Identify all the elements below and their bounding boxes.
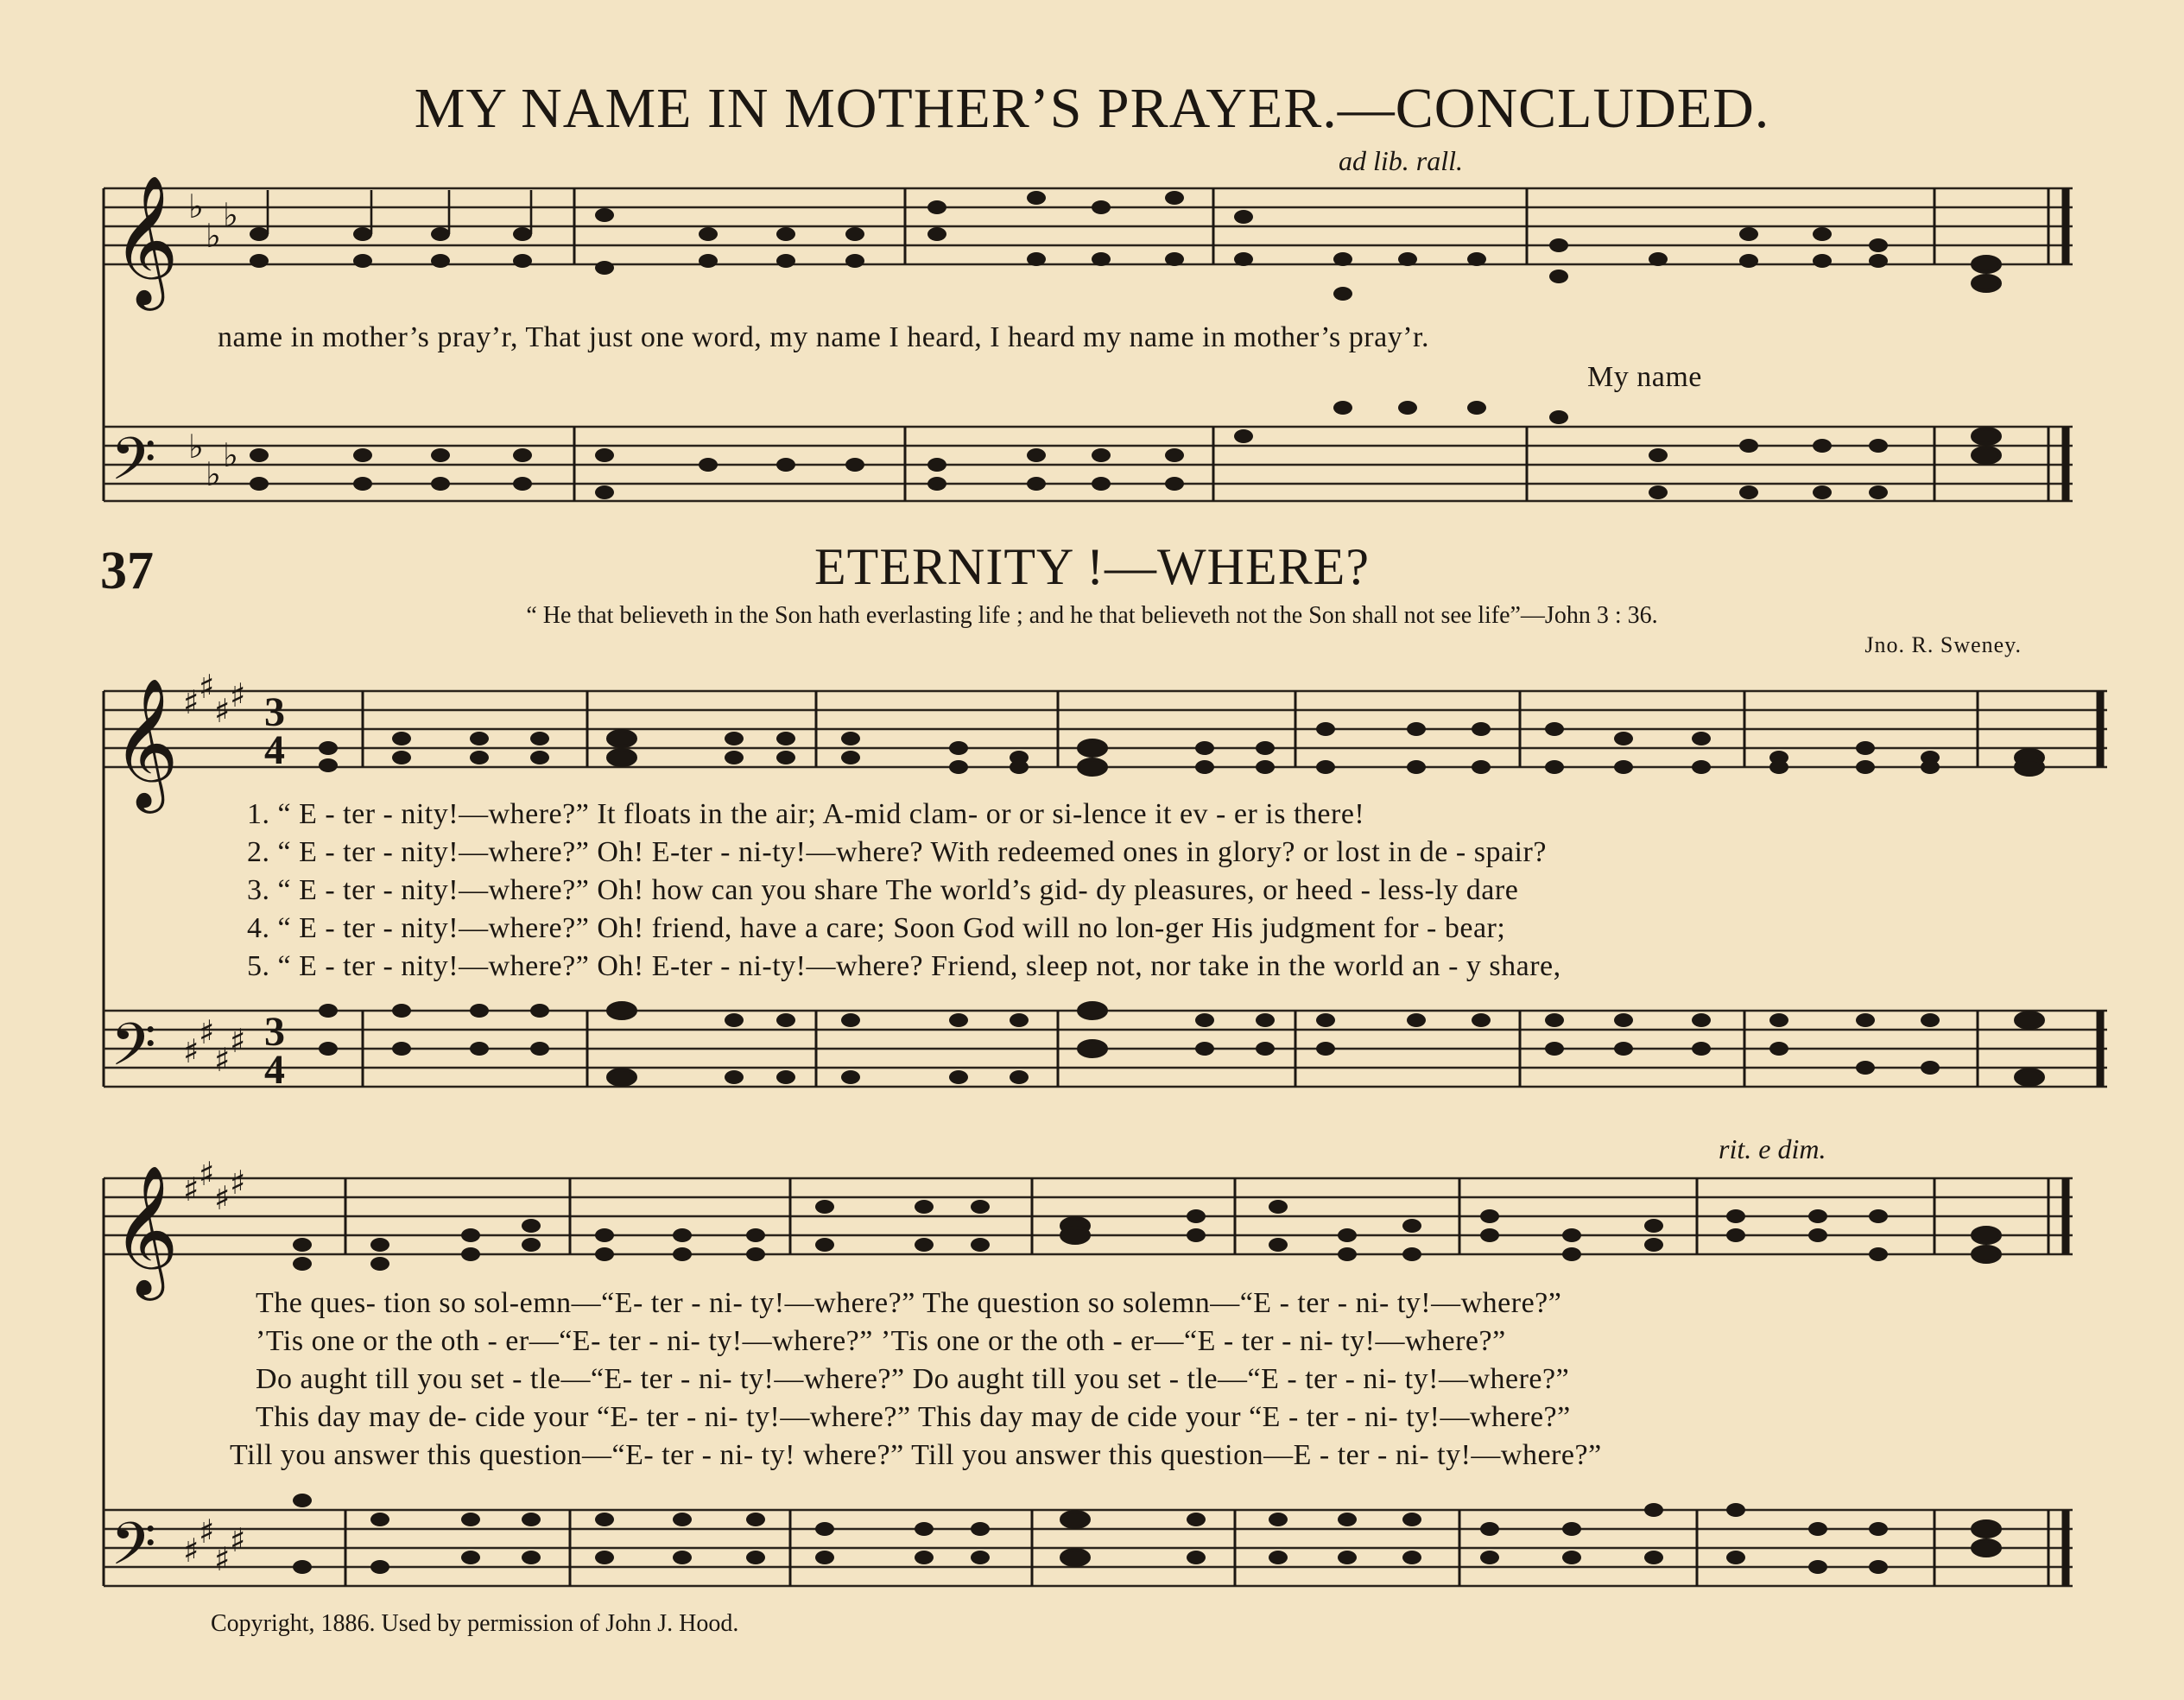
hymn-tempo-mark: rit. e dim. <box>1719 1133 1826 1164</box>
treble-clef-icon: 𝄞 <box>112 676 179 808</box>
prior-hymn-lyric: name in mother’s pray’r, That just one word, my name I heard, I heard my name in mother’s pray’r. <box>218 321 1429 353</box>
bass-notes-2 <box>319 1003 2043 1085</box>
prior-hymn-bass-lyric: My name <box>1587 361 1702 393</box>
composer: Jno. R. Sweney. <box>1864 632 2022 657</box>
flat-icon: ♭ <box>223 196 238 234</box>
treble-clef-icon: 𝄞 <box>112 174 179 305</box>
time-signature-bottom: 4 <box>264 727 285 773</box>
verse-line: The ques- tion so sol-emn—“E- ter - ni- ty!—where?” The question so solemn—“E - ter - ni- ty!—where?” <box>256 1287 1562 1319</box>
sharp-icon: ♯ <box>214 1179 231 1217</box>
sharp-icon: ♯ <box>230 1521 246 1559</box>
sharp-icon: ♯ <box>214 1540 231 1578</box>
copyright-notice: Copyright, 1886. Used by permission of John J. Hood. <box>211 1610 739 1637</box>
time-signature-bottom: 4 <box>264 1047 285 1093</box>
hymn-title: ETERNITY !—WHERE? <box>814 538 1370 595</box>
flat-icon: ♭ <box>206 217 221 255</box>
prior-hymn-tempo-mark: ad lib. rall. <box>1339 145 1464 176</box>
sharp-icon: ♯ <box>183 1170 199 1208</box>
sharp-icon: ♯ <box>199 1513 215 1551</box>
sharp-icon: ♯ <box>230 676 246 714</box>
verse-line: 2. “ E - ter - nity!—where?” Oh! E-ter - ni-ty!—where? With redeemed ones in glory? or lost in de - spair? <box>247 836 1547 868</box>
bass-clef-icon: 𝄢 <box>111 426 156 508</box>
flat-icon: ♭ <box>206 455 221 493</box>
bass-clef-icon: 𝄢 <box>111 1511 156 1593</box>
bass-notes-3 <box>293 1494 2000 1574</box>
verse-line: 5. “ E - ter - nity!—where?” Oh! E-ter - ni-ty!—where? Friend, sleep not, nor take in the world an - y share, <box>247 950 1561 982</box>
sharp-icon: ♯ <box>199 1155 215 1193</box>
prior-hymn-title: MY NAME IN MOTHER’S PRAYER.—CONCLUDED. <box>414 77 1770 140</box>
treble-staff-1 <box>104 188 2073 264</box>
sharp-icon: ♯ <box>214 1041 231 1079</box>
sharp-icon: ♯ <box>199 1013 215 1051</box>
sharp-icon: ♯ <box>183 683 199 721</box>
verse-line: ’Tis one or the oth - er—“E- ter - ni- ty!—where?” ’Tis one or the oth - er—“E - ter - ni- ty!—where?” <box>256 1325 1506 1357</box>
bass-clef-icon: 𝄢 <box>111 1012 156 1094</box>
verse-line: 3. “ E - ter - nity!—where?” Oh! how can you share The world’s gid- dy pleasures, or heed - less-ly dare <box>247 874 1519 906</box>
flat-icon: ♭ <box>188 428 204 466</box>
sharp-icon: ♯ <box>199 668 215 706</box>
sharp-icon: ♯ <box>183 1532 199 1570</box>
verse-line: Do aught till you set - tle—“E- ter - ni- ty!—where?” Do aught till you set - tle—“E - ter - ni- ty!—where?” <box>256 1363 1570 1395</box>
sharp-icon: ♯ <box>230 1164 246 1202</box>
sharp-icon: ♯ <box>214 692 231 730</box>
verse-line: 1. “ E - ter - nity!—where?” It floats in the air; A-mid clam- or or si-lence it ev - er is there! <box>247 798 1365 830</box>
bass-staff-1 <box>104 427 2073 501</box>
time-signature-top: 3 <box>264 689 285 735</box>
sharp-icon: ♯ <box>230 1022 246 1060</box>
treble-staff-3 <box>104 1178 2073 1254</box>
flat-icon: ♭ <box>223 436 238 474</box>
time-signature-top: 3 <box>264 1009 285 1055</box>
epigraph: “ He that believeth in the Son hath everlasting life ; and he that believeth not the Son shall not see life”—John 3 : 36. <box>526 602 1658 629</box>
treble-clef-icon: 𝄞 <box>112 1164 179 1295</box>
verse-line: This day may de- cide your “E- ter - ni- ty!—where?” This day may de cide your “E - ter - ni- ty!—where?” <box>256 1401 1571 1433</box>
verse-line: 4. “ E - ter - nity!—where?” Oh! friend, have a care; Soon God will no lon-ger His judgment for - bear; <box>247 912 1506 944</box>
hymn-number: 37 <box>100 542 154 600</box>
verse-line: Till you answer this question—“E- ter - ni- ty! where?” Till you answer this question—E - ter - ni- ty!—where?” <box>230 1439 1602 1471</box>
flat-icon: ♭ <box>188 187 204 225</box>
sharp-icon: ♯ <box>183 1032 199 1070</box>
